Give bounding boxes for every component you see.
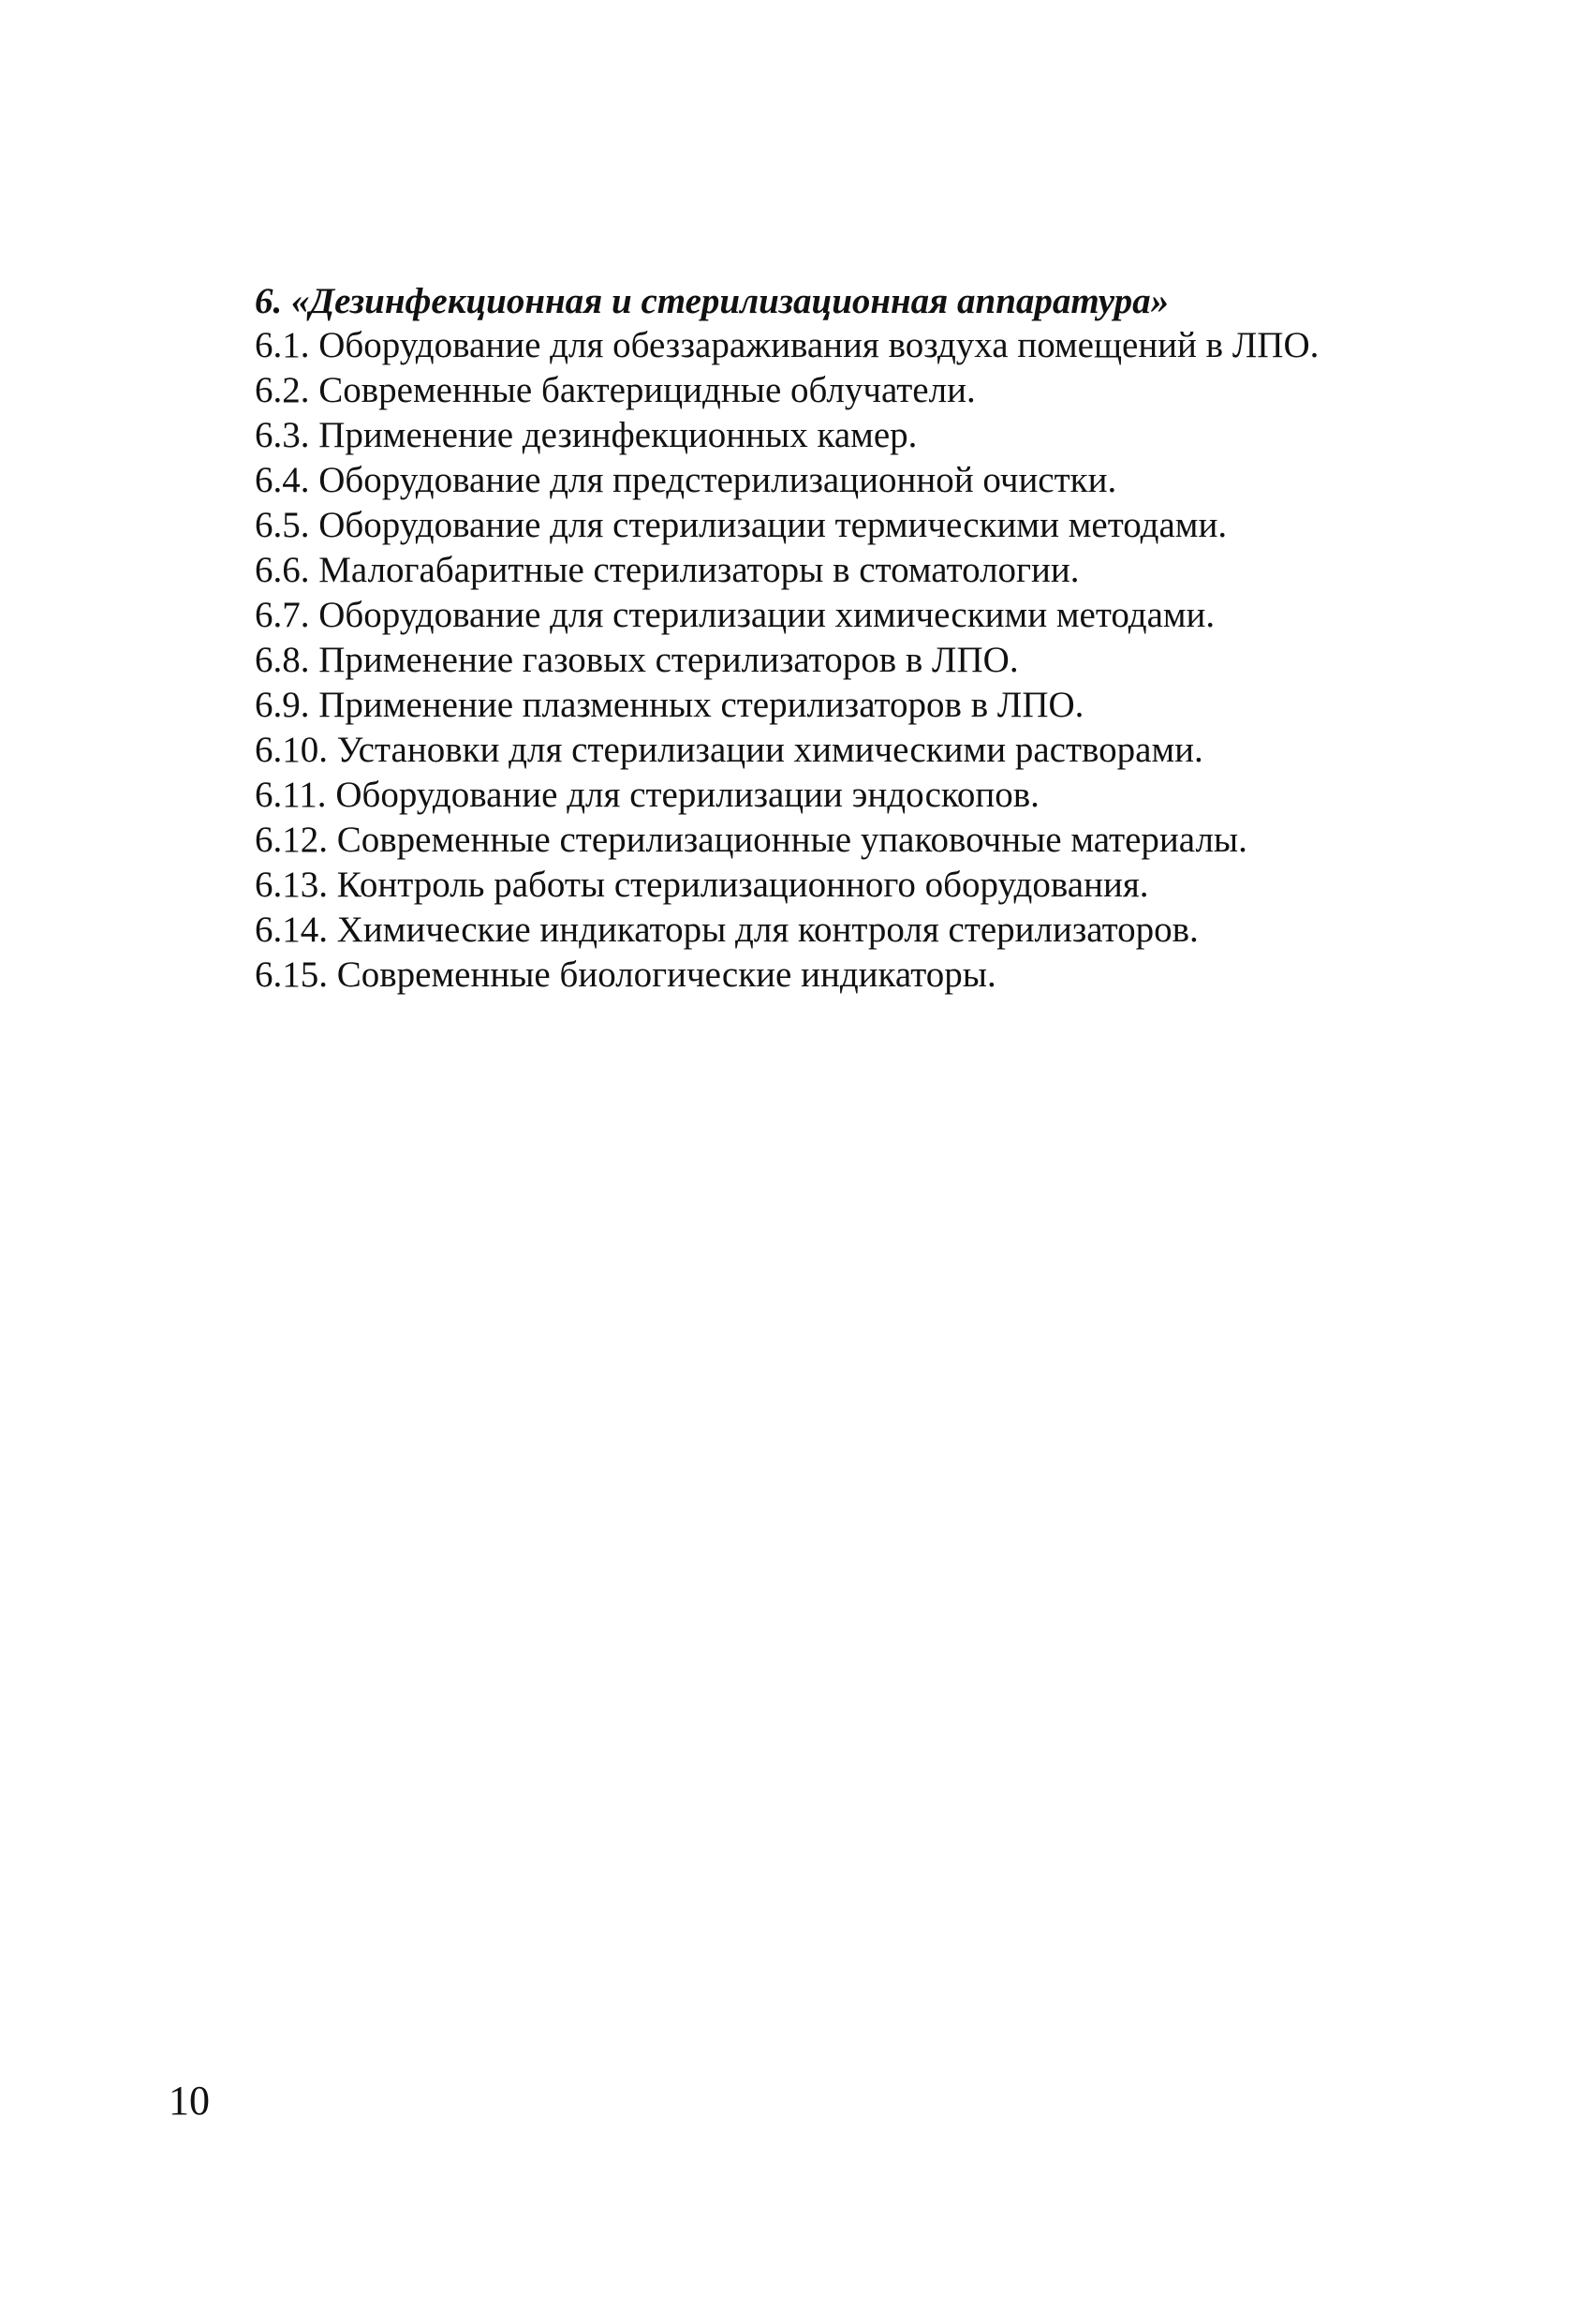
list-item [255, 818, 1425, 863]
item-number: 6.3. [255, 415, 310, 455]
item-number: 6.9. [255, 685, 310, 725]
item-number: 6.8. [255, 640, 310, 680]
item-text: Применение дезинфекционных камер. [318, 415, 918, 455]
list-item [255, 593, 1425, 638]
section-6 [255, 279, 1425, 998]
list-item [255, 548, 1425, 593]
item-number: 6.7. [255, 595, 310, 635]
list-item [255, 863, 1425, 908]
list-item [255, 683, 1425, 728]
list-item [255, 953, 1425, 998]
item-text: Современные стерилизационные упаковочные материалы. [336, 820, 1247, 860]
item-text: Химические индикаторы для контроля стерилизаторов. [336, 910, 1199, 950]
item-number: 6.12. [255, 820, 328, 860]
list-item [255, 458, 1425, 503]
item-text: Применение плазменных стерилизаторов в ЛПО. [318, 685, 1084, 725]
item-text: Оборудование для стерилизации химическими методами. [318, 595, 1216, 635]
item-text: Установки для стерилизации химическими растворами. [336, 730, 1203, 770]
list-item [255, 638, 1425, 683]
item-number: 6.6. [255, 550, 310, 590]
item-number: 6.2. [255, 370, 310, 410]
list-item [255, 908, 1425, 953]
item-number: 6.1. [255, 325, 310, 365]
list-item [255, 773, 1425, 818]
list-item [255, 323, 1425, 368]
item-number: 6.15. [255, 955, 328, 995]
list-item [255, 728, 1425, 773]
section-heading: 6. «Дезинфекционная и стерилизационная аппаратура» [255, 281, 1170, 321]
list-item [255, 368, 1425, 413]
item-number: 6.13. [255, 865, 328, 905]
item-text: Контроль работы стерилизационного оборудования. [336, 865, 1149, 905]
item-text: Оборудование для стерилизации эндоскопов. [335, 775, 1040, 815]
item-number: 6.4. [255, 460, 310, 500]
page-number: 10 [169, 2078, 210, 2124]
item-text: Оборудование для предстерилизационной очистки. [318, 460, 1117, 500]
list-item [255, 503, 1425, 548]
item-number: 6.10. [255, 730, 328, 770]
item-text: Применение газовых стерилизаторов в ЛПО. [318, 640, 1019, 680]
item-number: 6.5. [255, 505, 310, 545]
list-item [255, 413, 1425, 458]
item-text: Современные биологические индикаторы. [336, 955, 996, 995]
item-text: Малогабаритные стерилизаторы в стоматологии. [318, 550, 1080, 590]
item-text: Современные бактерицидные облучатели. [318, 370, 976, 410]
item-text: Оборудование для обеззараживания воздуха помещений в ЛПО. [318, 325, 1320, 365]
topic-list [255, 323, 1425, 998]
item-text: Оборудование для стерилизации термическими методами. [318, 505, 1228, 545]
item-number: 6.11. [255, 775, 327, 815]
item-number: 6.14. [255, 910, 328, 950]
